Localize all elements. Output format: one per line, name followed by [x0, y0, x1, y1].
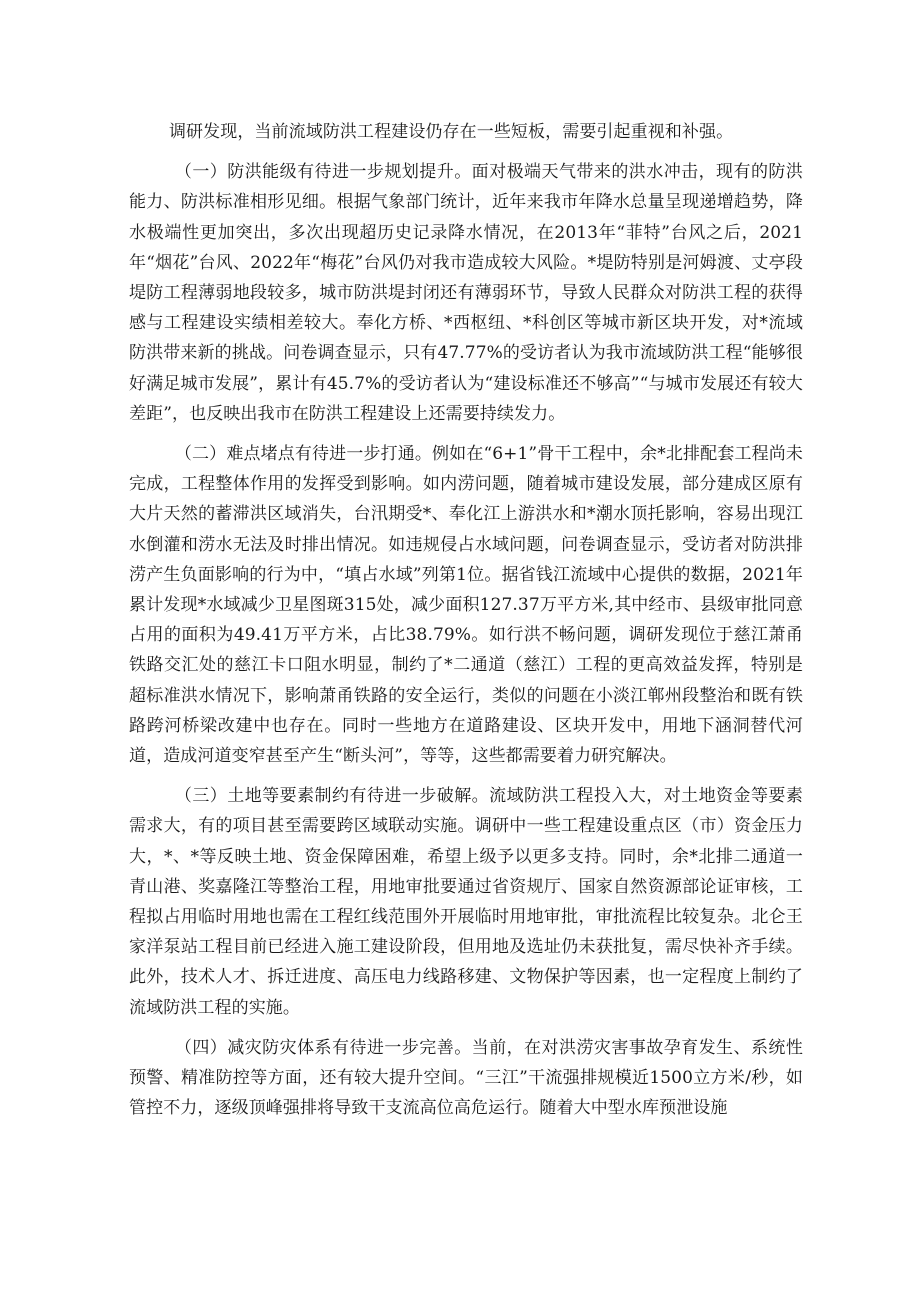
section-3-paragraph: （三）土地等要素制约有待进一步破解。流域防洪工程投入大，对土地资金等要素需求大，有的项目甚至需要跨区域联动实施。调研中一些工程建设重点区（市）资金压力大，*、*等反映土地、资金保障困难，希望上级予以更多支持。同时，余*北排二通道一青山港、奖嘉隆江等整治工程，用地审批要通过省资规厅、国家自然资源部论证审核，工程拟占用临时用地也需在工程红线范围外开展临时用地审批，审批流程比较复杂。北仑王家洋泵站工程目前已经进入施工建设阶段，但用地及选址仍未获批复，需尽快补齐手续。此外，技术人才、拆迁进度、高压电力线路移建、文物保护等因素，也一定程度上制约了流域防洪工程的实施。	[129, 786, 803, 1018]
section-4-paragraph: （四）减灾防灾体系有待进一步完善。当前，在对洪涝灾害事故孕育发生、系统性预警、精准防控等方面，还有较大提升空间。“三江”干流强排规模近1500立方米/秒，如管控不力，逐级顶峰强排将导致干支流高位高危运行。随着大中型水库预泄设施	[129, 1037, 803, 1119]
section-2-paragraph: （二）难点堵点有待进一步打通。例如在“6+1”骨干工程中，余*北排配套工程尚未完成，工程整体作用的发挥受到影响。如内涝问题，随着城市建设发展，部分建成区原有大片天然的蓄滞洪区域消失，台汛期受*、奉化江上游洪水和*潮水顶托影响，容易出现江水倒灌和涝水无法及时排出情况。如违规侵占水域问题，问卷调查显示，受访者对防洪排涝产生负面影响的行为中，“填占水域”列第1位。据省钱江流域中心提供的数据，2021年累计发现*水域减少卫星图斑315处，减少面积127.37万平方米,其中经市、县级审批同意占用的面积为49.41万平方米，占比38.79%。如行洪不畅问题，调研发现位于慈江萧甬铁路交汇处的慈江卡口阻水明显，制约了*二通道（慈江）工程的更高效益发挥，特别是超标准洪水情况下，影响萧甬铁路的安全运行，类似的问题在小淡江郸州段整治和既有铁路跨河桥梁改建中也存在。同时一些地方在道路建设、区块开发中，用地下涵洞替代河道，造成河道变窄甚至产生“断头河”，等等，这些都需要着力研究解决。	[129, 444, 803, 767]
section-1-paragraph: （一）防洪能级有待进一步规划提升。面对极端天气带来的洪水冲击，现有的防洪能力、防洪标准相形见细。根据气象部门统计，近年来我市年降水总量呈现递增趋势，降水极端性更加突出，多次出现超历史记录降水情况，在2013年“菲特”台风之后，2021年“烟花”台风、2022年“梅花”台风仍对我市造成较大风险。*堤防特别是河姆渡、丈亭段堤防工程薄弱地段较多，城市防洪堤封闭还有薄弱环节，导致人民群众对防洪工程的获得感与工程建设实绩相差较大。奉化方桥、*西枢纽、*科创区等城市新区块开发，对*流域防洪带来新的挑战。问卷调查显示，只有47.77%的受访者认为我市流域防洪工程“能够很好满足城市发展”，累计有45.7%的受访者认为“建设标准还不够高”“与城市发展还有较大差距”，也反映出我市在防洪工程建设上还需要持续发力。	[129, 162, 803, 424]
intro-paragraph: 调研发现，当前流域防洪工程建设仍存在一些短板，需要引起重视和补强。	[168, 122, 734, 142]
